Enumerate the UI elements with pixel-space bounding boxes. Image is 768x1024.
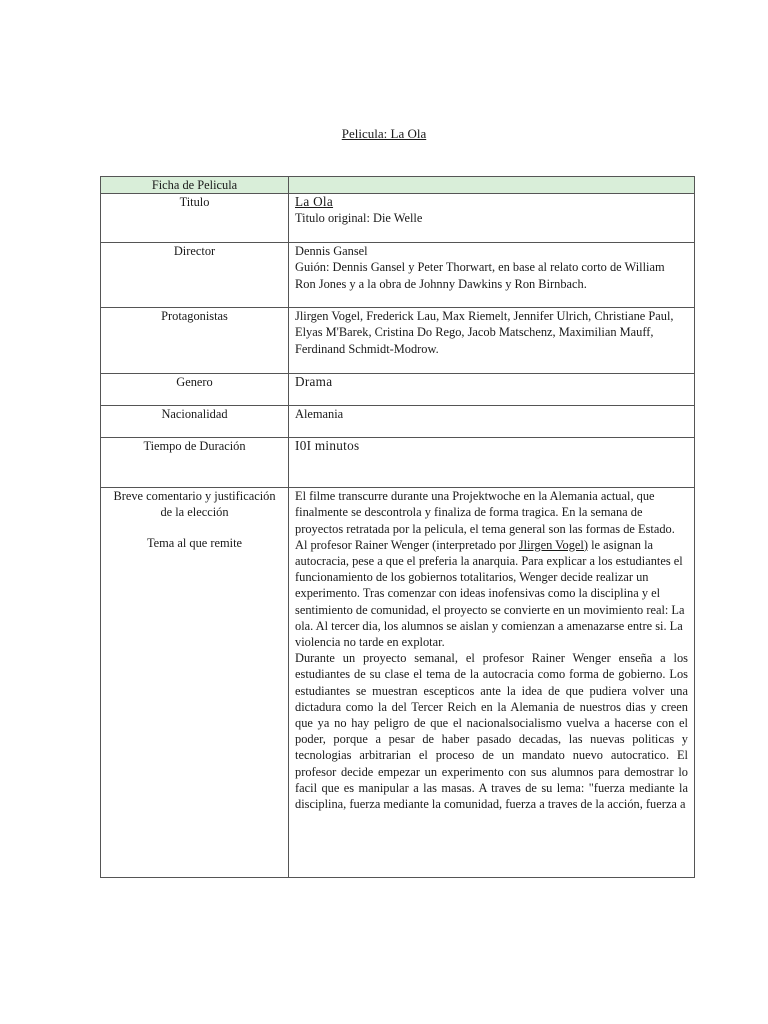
comentario-paragraph-2: Durante un proyecto semanal, el profesor Rainer Wenger enseña a los estudiantes de su clase el tema de la autocracia como forma de gobierno. Los estudiantes se muestran escepticos ante la idea de que pudiera volver una dictadura como la del Tercer Reich en la Alemania de nuestros dias y creen que ya no hay peligro de que el nacionalsocialismo vuelva a hacerse con el poder, porque a pesar de haber pasado decadas, las nuevas politicas y tecnologias arbitrarian el proceso de un mandato nuevo autocratico. El profesor decide empezar un experimento con sus alumnos para demostrar lo facil que es manipular a las masas. A traves de su lema: "fuerza mediante la disciplina, fuerza mediante la comunidad, fuerza a traves de la acción, fuerza a bbox=[295, 651, 688, 812]
genero-label: Genero bbox=[101, 374, 289, 406]
nacionalidad-label: Nacionalidad bbox=[101, 406, 289, 438]
table-header-row bbox=[101, 177, 695, 194]
row-comentario bbox=[101, 488, 695, 878]
comentario-label: Breve comentario y justificación de la elección bbox=[113, 489, 276, 520]
comentario-p1-before: El filme transcurre durante una Projektwoche en la Alemania actual, que finalmente se descontrola y finaliza de forma tragica. En la semana de proyectos retratada por la pelicula, el tema general son las formas de Estado. Al profesor Rainer Wenger (interpretado por bbox=[295, 489, 675, 552]
comentario-value-cell bbox=[289, 488, 695, 878]
protagonistas-value: Jlirgen Vogel, Frederick Lau, Max Riemelt, Jennifer Ulrich, Christiane Paul, Elyas M'Barek, Cristina Do Rego, Jacob Matschenz, Maximilian Mauff, Ferdinand Schmidt-Modrow. bbox=[289, 308, 695, 374]
director-name: Dennis Gansel bbox=[295, 244, 368, 259]
duracion-value: I0I minutos bbox=[289, 438, 695, 488]
row-titulo bbox=[101, 194, 695, 243]
document-title: Pelicula: La Ola bbox=[341, 126, 427, 141]
titulo-value: La Ola bbox=[295, 194, 334, 210]
comentario-label-cell bbox=[101, 488, 289, 878]
director-value-cell bbox=[289, 243, 695, 308]
director-guion: Guión: Dennis Gansel y Peter Thorwart, en base al relato corto de William Ron Jones y a la obra de Johnny Dawkins y Ron Birnbach. bbox=[295, 260, 665, 291]
actor-link[interactable]: Jlirgen Vogel) bbox=[518, 537, 588, 552]
row-director bbox=[101, 243, 695, 308]
titulo-label: Titulo bbox=[101, 194, 289, 243]
film-info-table bbox=[100, 176, 695, 878]
row-duracion bbox=[101, 438, 695, 488]
row-protagonistas bbox=[101, 308, 695, 374]
header-label: Ficha de Pelicula bbox=[101, 177, 289, 194]
row-nacionalidad bbox=[101, 406, 695, 438]
duracion-label: Tiempo de Duración bbox=[101, 438, 289, 488]
genero-value: Drama bbox=[289, 374, 695, 406]
comentario-p1-after: le asignan la autocracia, pese a que el preferia la anarquia. Para explicar a los estudiantes el funcionamiento de los gobiernos totalitarios, Wenger decide realizar un experimento. Tras comenzar con ideas inofensivas como la disciplina y el sentimiento de comunidad, el proyecto se convierte en un movimiento real: La ola. Al tercer dia, los alumnos se aislan y comienzan a amenazarse entre si. La violencia no tarde en explotar. bbox=[295, 537, 685, 650]
tema-label: Tema al que remite bbox=[146, 535, 243, 550]
nacionalidad-value: Alemania bbox=[289, 406, 695, 438]
titulo-original: Titulo original: Die Welle bbox=[295, 211, 423, 226]
protagonistas-label: Protagonistas bbox=[101, 308, 289, 374]
row-genero bbox=[101, 374, 695, 406]
director-label: Director bbox=[101, 243, 289, 308]
header-value bbox=[289, 177, 695, 194]
titulo-value-cell bbox=[289, 194, 695, 243]
comentario-paragraph-1 bbox=[295, 488, 688, 650]
